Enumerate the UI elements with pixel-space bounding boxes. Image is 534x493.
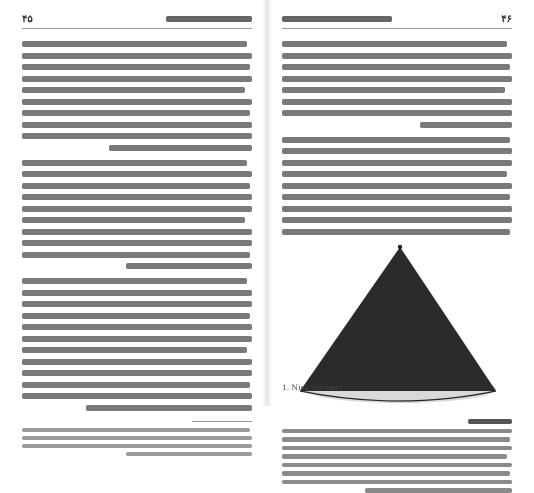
text-line: [22, 229, 252, 235]
text-line: [22, 336, 252, 342]
text-line: [22, 217, 245, 223]
text-line: [282, 160, 512, 166]
text-line: [109, 145, 252, 151]
text-line: [22, 301, 252, 307]
right-page: [268, 0, 534, 406]
text-line: [22, 313, 250, 319]
footnote-line: [22, 444, 252, 448]
left-footnote: [22, 428, 252, 456]
pinhole-dot: [398, 244, 402, 248]
text-line: [22, 41, 247, 47]
text-line: [282, 194, 510, 200]
text-line: [282, 217, 512, 223]
dark-triangle: [300, 247, 496, 391]
text-line: [22, 183, 250, 189]
text-line: [282, 183, 512, 189]
text-line: [22, 194, 252, 200]
text-line: [22, 393, 252, 399]
left-running-head: [22, 14, 252, 29]
text-line: [22, 171, 252, 177]
text-line: [22, 382, 250, 388]
left-footnote-rule: [192, 421, 252, 422]
text-line: [282, 206, 512, 212]
right-footnote: 1. Nick Herbert: [282, 383, 343, 392]
left-page: [0, 0, 268, 406]
caption-line: [282, 454, 507, 459]
text-line: [282, 229, 510, 235]
text-line: [22, 324, 252, 330]
text-line: [22, 110, 250, 116]
text-line: [22, 53, 252, 59]
text-line: [282, 64, 510, 70]
right-running-title: [282, 16, 392, 22]
right-page-number: ۴۶: [501, 14, 512, 25]
text-line: [22, 133, 252, 139]
footnote-line: [22, 436, 252, 440]
text-line: [420, 122, 512, 128]
text-line: [126, 263, 253, 269]
left-running-title: [166, 16, 252, 22]
caption-line: [365, 488, 512, 493]
figure-caption: [282, 417, 512, 493]
text-line: [282, 148, 512, 154]
caption-line: [282, 429, 512, 434]
caption-line: [282, 446, 512, 451]
text-line: [282, 99, 512, 105]
text-line: [22, 359, 252, 365]
text-line: [282, 110, 512, 116]
text-line: [282, 53, 512, 59]
caption-line: [282, 480, 512, 485]
right-running-head: [282, 14, 512, 29]
text-line: [22, 76, 252, 82]
text-line: [86, 405, 252, 411]
caption-line: [282, 463, 512, 468]
text-line: [22, 160, 247, 166]
right-body-text: [282, 41, 512, 235]
footnote-line: [126, 452, 253, 456]
text-line: [22, 64, 250, 70]
text-line: [22, 347, 247, 353]
text-line: [282, 76, 512, 82]
text-line: [282, 137, 510, 143]
left-page-number: ۴۵: [22, 14, 33, 25]
left-body-text: [22, 41, 252, 411]
text-line: [22, 99, 252, 105]
text-line: [282, 41, 507, 47]
caption-line: [282, 471, 510, 476]
text-line: [22, 278, 247, 284]
footnote-line: [22, 428, 250, 432]
text-line: [22, 240, 252, 246]
caption-line: [282, 437, 510, 442]
text-line: [22, 206, 252, 212]
text-line: [22, 252, 250, 258]
text-line: [22, 87, 245, 93]
text-line: [22, 122, 252, 128]
text-line: [282, 87, 505, 93]
text-line: [282, 171, 507, 177]
text-line: [22, 370, 252, 376]
text-line: [22, 290, 252, 296]
figure-caption-title: [282, 417, 512, 426]
